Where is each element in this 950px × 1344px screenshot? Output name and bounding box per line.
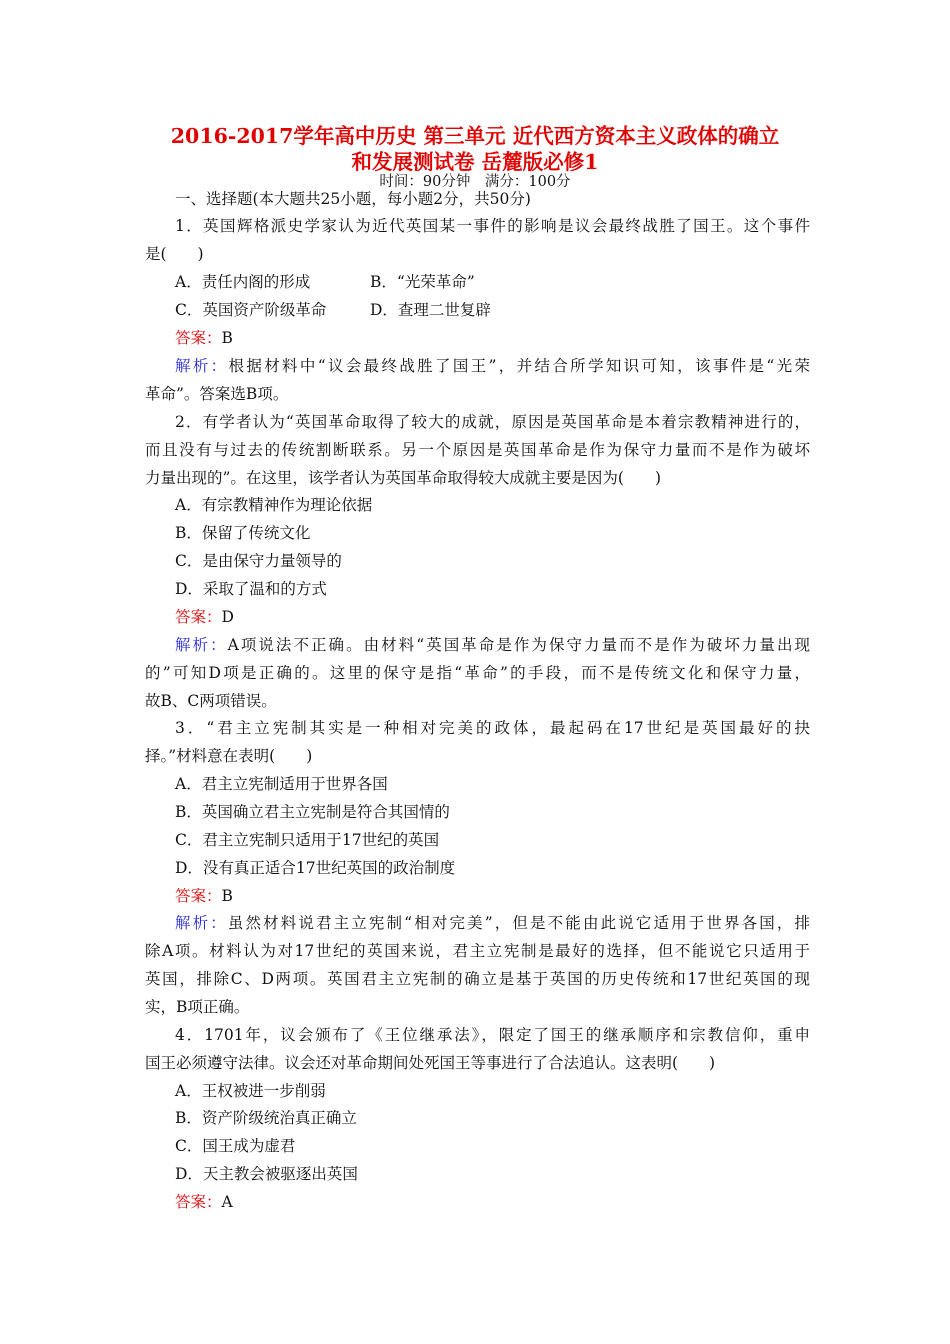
q3-stem-line2: 择。”材料意在表明( ): [145, 747, 313, 765]
q2-analysis-text1: A项说法不正确。由材料“英国革命是作为保守力量而不是作为破坏力量出现: [227, 636, 810, 654]
q1-analysis-line2: 革命”。答案选B项。: [145, 385, 289, 403]
q3-analysis-label: 解析：: [175, 914, 228, 932]
q4-option-a: A．王权被进一步削弱: [175, 1082, 326, 1100]
q3-answer: [175, 885, 810, 907]
q3-option-a: A．君主立宪制适用于世界各国: [175, 775, 388, 793]
q3-option-d: D．没有真正适合17世纪英国的政治制度: [175, 859, 456, 877]
q4-option-b: B．资产阶级统治真正确立: [175, 1109, 357, 1127]
q2-option-b: B．保留了传统文化: [175, 524, 311, 542]
q2-option-a: A．有宗教精神作为理论依据: [175, 496, 373, 514]
q2-analysis-line3: 故B、C两项错误。: [145, 692, 277, 710]
q3-analysis-text1: 虽然材料说君主立宪制“相对完美”，但是不能由此说它适用于世界各国，排: [227, 914, 810, 932]
q4-stem-line1: 4．1701年，议会颁布了《王位继承法》，限定了国王的继承顺序和宗教信仰，重申: [175, 1026, 810, 1044]
q3-option-c: C．君主立宪制只适用于17世纪的英国: [175, 831, 440, 849]
q3-stem-line1: 3．“君主立宪制其实是一种相对完美的政体，最起码在17世纪是英国最好的抉: [175, 719, 810, 737]
q4-answer: [175, 1191, 810, 1213]
q1-stem-line1: 1．英国辉格派史学家认为近代英国某一事件的影响是议会最终战胜了国王。这个事件: [175, 217, 810, 235]
document-title-line1: 2016-2017学年高中历史 第三单元 近代西方资本主义政体的确立: [170, 124, 780, 148]
q1-analysis-text1: 根据材料中“议会最终战胜了国王”，并结合所学知识可知，该事件是“光荣: [228, 357, 810, 375]
q1-analysis-label: 解析：: [175, 357, 229, 375]
document-title-line2: 和发展测试卷 岳麓版必修1: [351, 150, 599, 174]
q1-option-d: D．查理二世复辟: [370, 301, 491, 319]
q1-answer-value: B: [221, 329, 233, 347]
q1-option-a: A．责任内阁的形成: [175, 273, 311, 291]
q2-option-d: D．采取了温和的方式: [175, 580, 327, 598]
section-heading: 一、选择题(本大题共25小题，每小题2分，共50分): [175, 190, 531, 208]
q2-answer: [175, 606, 810, 628]
q1-option-b: B．“光荣革命”: [370, 273, 475, 291]
q3-answer-label: 答案：: [175, 887, 222, 905]
q4-option-d: D．天主教会被驱逐出英国: [175, 1165, 358, 1183]
q1-option-c: C．英国资产阶级革命: [175, 301, 327, 319]
q2-stem-line1: 2．有学者认为“英国革命取得了较大的成就，原因是英国革命是本着宗教精神进行的，: [175, 413, 810, 431]
q3-analysis-line3: 英国，排除C、D两项。英国君主立宪制的确立是基于英国的历史传统和17世纪英国的现: [145, 970, 810, 988]
q3-analysis-line2: 除A项。材料认为对17世纪的英国来说，君主立宪制是最好的选择，但不能说它只适用于: [145, 942, 810, 960]
q1-options-row1: [175, 271, 810, 293]
q2-analysis-line1: [175, 634, 810, 656]
q2-analysis-line2: 的”可知D项是正确的。这里的保守是指“革命”的手段，而不是传统文化和保守力量，: [145, 664, 810, 682]
q4-answer-value: A: [221, 1193, 233, 1211]
q4-stem-line2: 国王必须遵守法律。议会还对革命期间处死国王等事进行了合法追认。这表明( ): [145, 1054, 716, 1072]
q2-option-c: C．是由保守力量领导的: [175, 552, 342, 570]
q2-stem-line3: 力量出现的”。在这里，该学者认为英国革命取得较大成就主要是因为( ): [145, 469, 662, 487]
q3-option-b: B．英国确立君主立宪制是符合其国情的: [175, 803, 450, 821]
q1-answer: [175, 327, 810, 349]
q2-answer-label: 答案：: [175, 608, 222, 626]
time-score-info: 时间：90分钟 满分：100分: [379, 174, 571, 190]
q4-answer-label: 答案：: [175, 1193, 222, 1211]
q1-stem-line2: 是( ): [145, 245, 204, 263]
q1-answer-label: 答案：: [175, 329, 222, 347]
q3-analysis-line1: [175, 912, 810, 934]
q3-analysis-line4: 实，B项正确。: [145, 998, 250, 1016]
q1-options-row2: [175, 299, 810, 321]
q2-stem-line2: 而且没有与过去的传统割断联系。另一个原因是英国革命是作为保守力量而不是作为破坏: [145, 441, 810, 459]
q2-analysis-label: 解析：: [175, 636, 228, 654]
q3-answer-value: B: [221, 887, 233, 905]
q2-answer-value: D: [221, 608, 234, 626]
q4-option-c: C．国王成为虚君: [175, 1137, 296, 1155]
q1-analysis-line1: [175, 355, 810, 377]
